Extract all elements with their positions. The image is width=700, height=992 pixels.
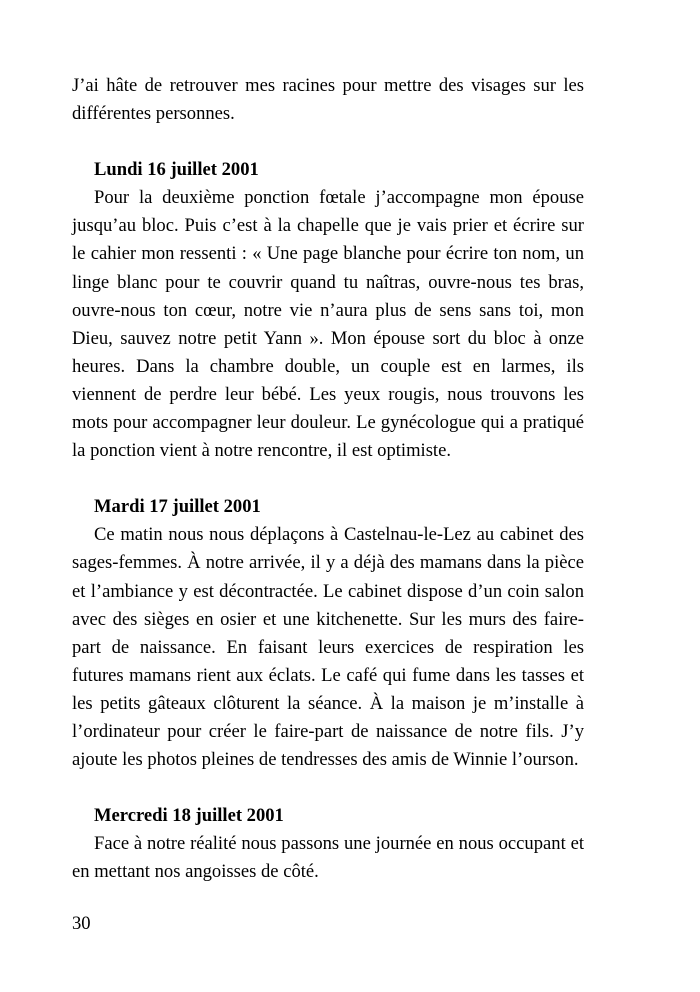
entry-paragraph: Face à notre réalité nous passons une journée en nous occupant et en mettant nos angoisses de côté. bbox=[72, 833, 584, 883]
section-gap bbox=[72, 465, 584, 493]
entry-paragraph: Pour la deuxième ponction fœtale j’accompagne mon épouse jusqu’au bloc. Puis c’est à la chapelle que je vais prier et écrire sur le cahier mon ressenti : « Une page blanche pour écrire ton nom, un linge blanc pour te couvrir quand tu naîtras, ouvre-nous tes bras, ouvre-nous ton cœur, notre vie n’aura plus de sens sans toi, mon Dieu, sauvez notre petit Yann ». Mon épouse sort du bloc à onze heures. Dans la chambre double, un couple est en larmes, ils viennent de perdre leur bébé. Les yeux rougis, nous trouvons les mots pour accompagner leur douleur. Le gynécologue qui a pratiqué la ponction vient à notre rencontre, il est optimiste. bbox=[72, 187, 584, 462]
entry-paragraph: Ce matin nous nous déplaçons à Castelnau-le-Lez au cabinet des sages-femmes. À notre arrivée, il y a déjà des mamans dans la pièce et l’ambiance y est décontractée. Le cabinet dispose d’un coin salon avec des sièges en osier et une kitchenette. Sur les murs des faire-part de naissance. En faisant leurs exercices de respiration les futures mamans rient aux éclats. Le café qui fume dans les tasses et les petits gâteaux clôturent la séance. À la maison je m’installe à l’ordinateur pour créer le faire-part de naissance de notre fils. J’y ajoute les photos pleines de tendresses des amis de Winnie l’ourson. bbox=[72, 524, 584, 771]
entry-date-heading: Mercredi 18 juillet 2001 bbox=[94, 805, 284, 827]
diary-entry-2 bbox=[72, 493, 584, 774]
diary-entry-1 bbox=[72, 156, 584, 465]
intro-paragraph: J’ai hâte de retrouver mes racines pour mettre des visages sur les différentes personnes. bbox=[72, 75, 584, 125]
page-number: 30 bbox=[72, 913, 91, 934]
page-body bbox=[72, 72, 584, 886]
entry-date-heading: Mardi 17 juillet 2001 bbox=[94, 496, 261, 518]
section-gap bbox=[72, 128, 584, 156]
section-gap bbox=[72, 774, 584, 802]
entry-date-heading: Lundi 16 juillet 2001 bbox=[94, 159, 259, 181]
diary-entry-3 bbox=[72, 802, 584, 886]
